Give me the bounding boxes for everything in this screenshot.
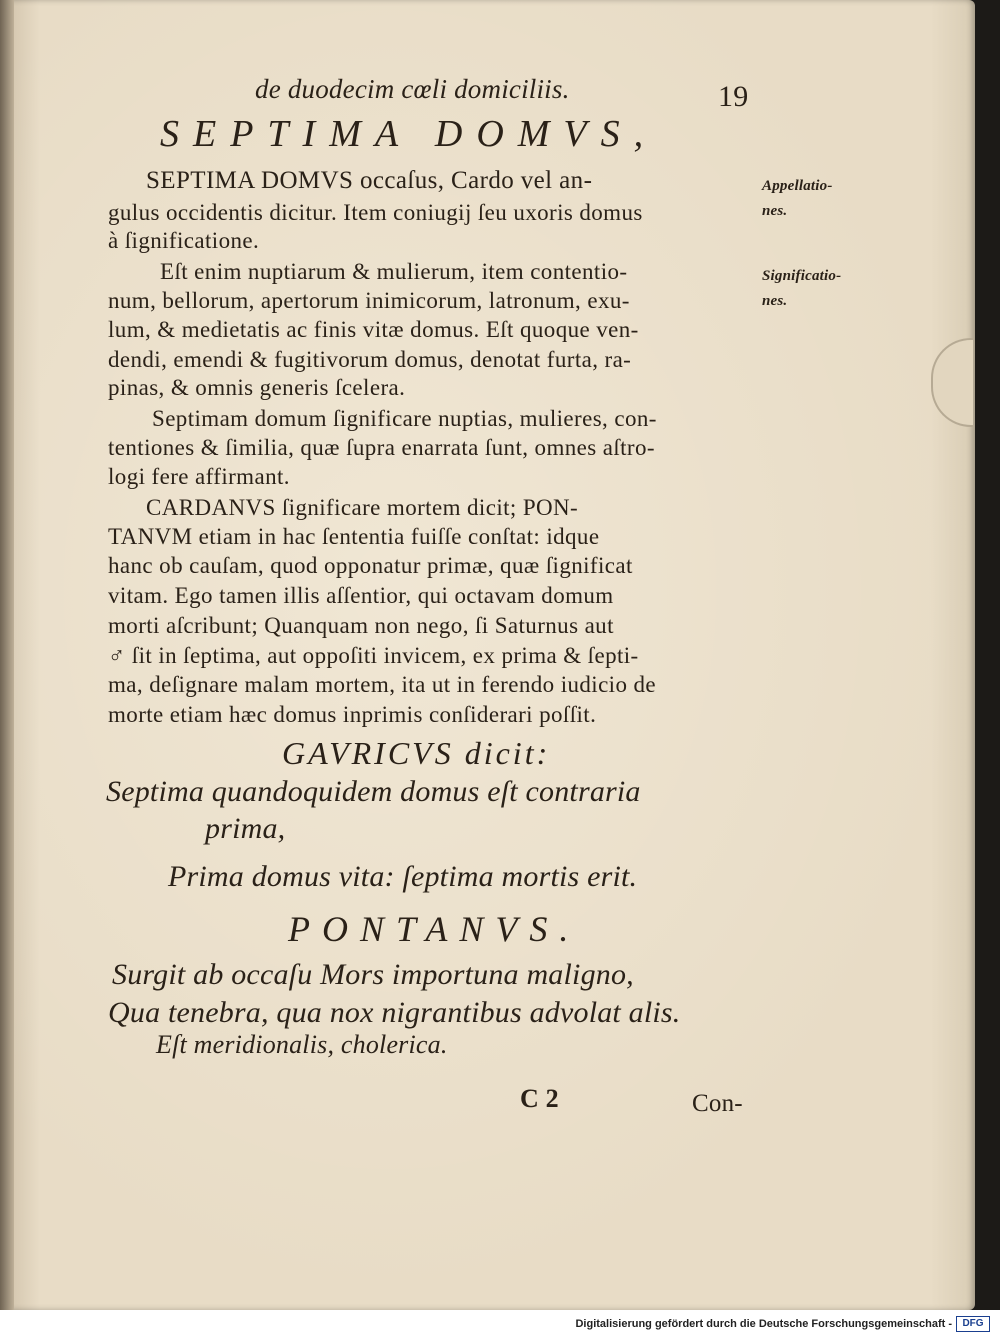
body-line: lum, & medietatis ac finis vitæ domus. Eſt quoque ven- xyxy=(108,317,639,342)
body-line: ♂ ſit in ſeptima, aut oppoſiti invicem, ex prima & ſepti- xyxy=(108,643,639,668)
body-line: dendi, emendi & fugitivorum domus, denotat furta, ra- xyxy=(108,347,632,372)
margin-note: Significatio- xyxy=(762,268,842,284)
body-line: vitam. Ego tamen illis aſſentior, qui octavam domum xyxy=(108,583,614,608)
body-line: CARDANVS ſignificare mortem dicit; PON- xyxy=(146,495,579,520)
body-line: pinas, & omnis generis ſcelera. xyxy=(108,375,406,400)
verse-line: Qua tenebra, qua nox nigrantibus advolat alis. xyxy=(108,996,681,1029)
page-edge-tab xyxy=(931,338,973,427)
body-line: num, bellorum, apertorum inimicorum, latronum, exu- xyxy=(108,288,630,313)
body-line: tentiones & ſimilia, quæ ſupra enarrata ſunt, omnes aſtro- xyxy=(108,435,655,460)
margin-note: nes. xyxy=(762,203,788,219)
verse-line: Surgit ab occaſu Mors importuna maligno, xyxy=(112,958,634,991)
verse-line: prima, xyxy=(205,812,286,845)
body-line: à ſignificatione. xyxy=(108,228,260,253)
body-line: gulus occidentis dicitur. Item coniugij ſeu uxoris domus xyxy=(108,200,643,225)
body-line: ma, deſignare malam mortem, ita ut in ferendo iudicio de xyxy=(108,672,657,697)
body-line: Eſt enim nuptiarum & mulierum, item contentio- xyxy=(160,259,628,284)
footer-credit: Digitalisierung gefördert durch die Deutsche Forschungsgemeinschaft - xyxy=(575,1318,952,1330)
catchword: Con- xyxy=(692,1090,743,1117)
running-header: de duodecim cœli domiciliis. xyxy=(255,74,570,104)
body-line: morti aſcribunt; Quanquam non nego, ſi Saturnus aut xyxy=(108,613,614,638)
body-line: hanc ob cauſam, quod opponatur primæ, quæ ſignificat xyxy=(108,553,633,578)
verse-line: Eſt meridionalis, cholerica. xyxy=(156,1030,448,1059)
signature-mark: C 2 xyxy=(520,1084,559,1113)
body-line: Septimam domum ſignificare nuptias, mulieres, con- xyxy=(152,406,657,431)
body-line: TANVM etiam in hac ſententia fuiſſe conſtat: idque xyxy=(108,524,600,549)
section-heading: SEPTIMA DOMVS, xyxy=(160,113,658,155)
margin-note: nes. xyxy=(762,293,788,309)
dfg-logo: DFG xyxy=(956,1316,990,1332)
pontanus-heading: PONTANVS. xyxy=(288,909,581,949)
gauricus-heading: GAVRICVS dicit: xyxy=(282,735,551,771)
body-line: morte etiam hæc domus inprimis conſiderari poſſit. xyxy=(108,702,597,727)
margin-note: Appellatio- xyxy=(762,178,833,194)
verse-line: Septima quandoquidem domus eſt contraria xyxy=(106,775,641,808)
body-line: logi fere affirmant. xyxy=(108,464,290,489)
verse-line: Prima domus vita: ſeptima mortis erit. xyxy=(168,860,638,893)
page-gutter-shadow xyxy=(0,0,14,1310)
page-number: 19 xyxy=(718,80,749,113)
body-line: SEPTIMA DOMVS occaſus, Cardo vel an- xyxy=(146,167,593,194)
